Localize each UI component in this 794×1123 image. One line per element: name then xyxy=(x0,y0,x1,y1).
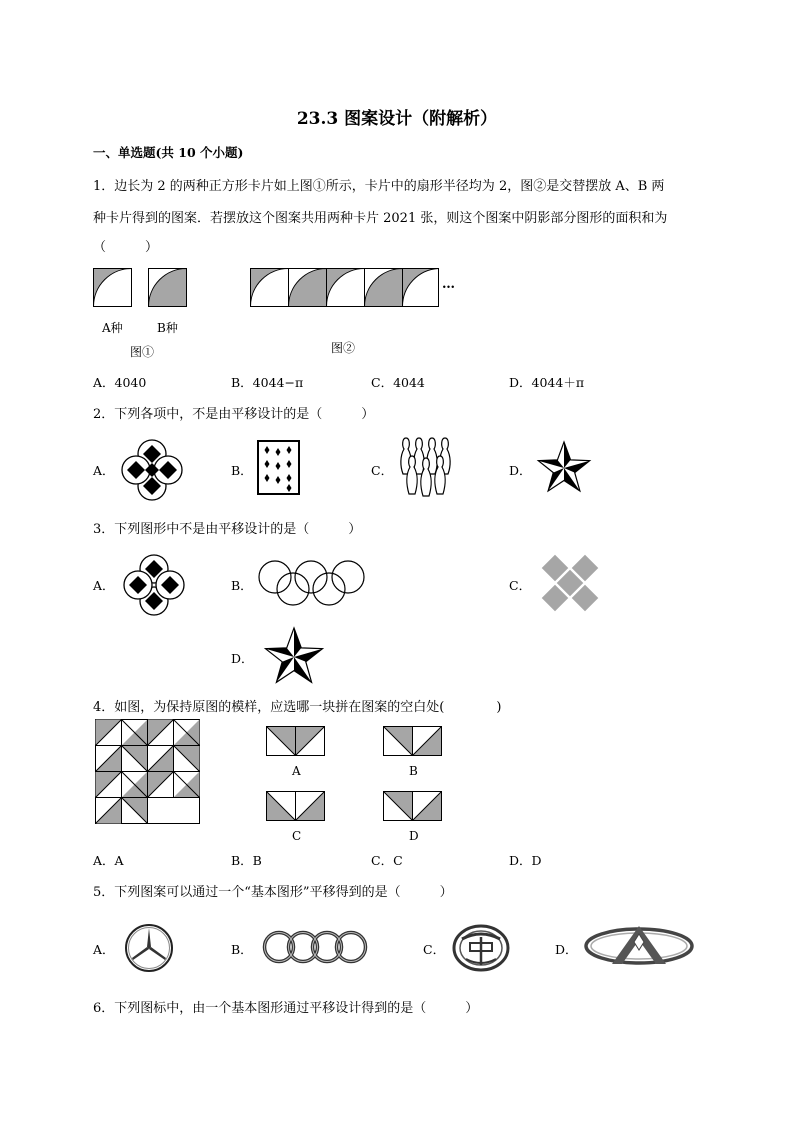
q4-piece-d-label: D xyxy=(409,829,419,843)
q5-option-c-emblem-logo xyxy=(452,923,510,973)
q4-option-a[interactable]: A．A xyxy=(93,853,124,868)
q5-option-c-label[interactable]: C． xyxy=(423,942,446,957)
q3-option-a-circles-pattern xyxy=(123,554,185,616)
q2-stem: 2．下列各项中，不是由平移设计的是（ ） xyxy=(93,407,375,422)
q4-piece-c-label: C xyxy=(292,829,302,843)
q4-piece-a-label: A xyxy=(292,764,301,778)
q4-piece-c xyxy=(266,791,326,823)
q3-option-c-diamond-squares xyxy=(538,553,602,615)
q2-option-d-star xyxy=(535,440,593,498)
q4-piece-b-label: B xyxy=(409,764,418,778)
q4-option-b[interactable]: B．B xyxy=(231,853,262,868)
q2-option-b-playing-card xyxy=(257,440,301,496)
q2-option-c-label[interactable]: C． xyxy=(371,463,394,478)
q1-stem-line3: （ ） xyxy=(93,240,159,255)
q4-option-c[interactable]: C．C xyxy=(371,853,403,868)
q5-option-b-four-rings-logo xyxy=(262,930,370,966)
q5-stem: 5．下列图案可以通过一个“基本图形”平移得到的是（ ） xyxy=(93,885,453,900)
figure-2-caption: 图② xyxy=(331,341,356,355)
q1-option-b[interactable]: B．4044−π xyxy=(231,375,304,390)
figure-1-caption: 图① xyxy=(130,345,155,359)
q1-figure-2-strip xyxy=(250,268,450,310)
q5-option-d-label[interactable]: D． xyxy=(555,942,578,957)
card-a xyxy=(94,269,132,307)
card-b xyxy=(149,269,187,307)
section-heading: 一、单选题(共 10 个小题) xyxy=(93,145,244,160)
q1-stem-line1: 1．边长为 2 的两种正方形卡片如上图①所示，卡片中的扇形半径均为 2，图②是交替摆放 A、B 两 xyxy=(93,179,665,194)
q3-stem: 3．下列图形中不是由平移设计的是（ ） xyxy=(93,522,362,537)
card-b-label: B种 xyxy=(157,321,178,335)
q1-option-c[interactable]: C．4044 xyxy=(371,375,425,390)
q4-stem: 4．如图，为保持原图的模样，应选哪一块拼在图案的空白处( ) xyxy=(93,700,502,715)
q3-option-a-label[interactable]: A． xyxy=(93,578,115,593)
page-title: 23.3 图案设计（附解析） xyxy=(296,109,498,129)
q1-option-d[interactable]: D．4044＋π xyxy=(509,375,585,390)
q4-piece-a xyxy=(266,726,326,758)
q6-stem: 6．下列图标中，由一个基本图形通过平移设计得到的是（ ） xyxy=(93,1001,479,1016)
q5-option-d-chery-logo xyxy=(584,924,694,968)
q1-figure-1-cards xyxy=(93,268,188,310)
q2-option-d-label[interactable]: D． xyxy=(509,463,532,478)
q3-option-b-rings xyxy=(258,560,368,606)
q2-option-a-label[interactable]: A． xyxy=(93,463,115,478)
q4-option-d[interactable]: D．D xyxy=(509,853,542,868)
q3-option-b-label[interactable]: B． xyxy=(231,578,253,593)
q4-pattern-grid xyxy=(95,719,201,825)
q3-option-d-star xyxy=(262,626,326,686)
q5-option-a-label[interactable]: A． xyxy=(93,942,115,957)
q2-option-a-circles-pattern xyxy=(121,439,183,501)
q4-piece-d xyxy=(383,791,443,823)
q1-stem-line2: 种卡片得到的图案．若摆放这个图案共用两种卡片 2021 张，则这个图案中阴影部分图形的面积和为 xyxy=(93,211,668,226)
q5-option-a-three-pointed-star-logo xyxy=(124,923,174,973)
q2-option-b-label[interactable]: B． xyxy=(231,463,253,478)
q3-option-d-label[interactable]: D． xyxy=(231,651,254,666)
card-a-label: A种 xyxy=(102,321,123,335)
figure-2-ellipsis: … xyxy=(442,277,455,292)
q4-piece-b xyxy=(383,726,443,758)
q2-option-c-bowling-pins xyxy=(398,436,456,498)
q3-option-c-label[interactable]: C． xyxy=(509,578,532,593)
q1-option-a[interactable]: A．4040 xyxy=(93,375,147,390)
q5-option-b-label[interactable]: B． xyxy=(231,942,253,957)
